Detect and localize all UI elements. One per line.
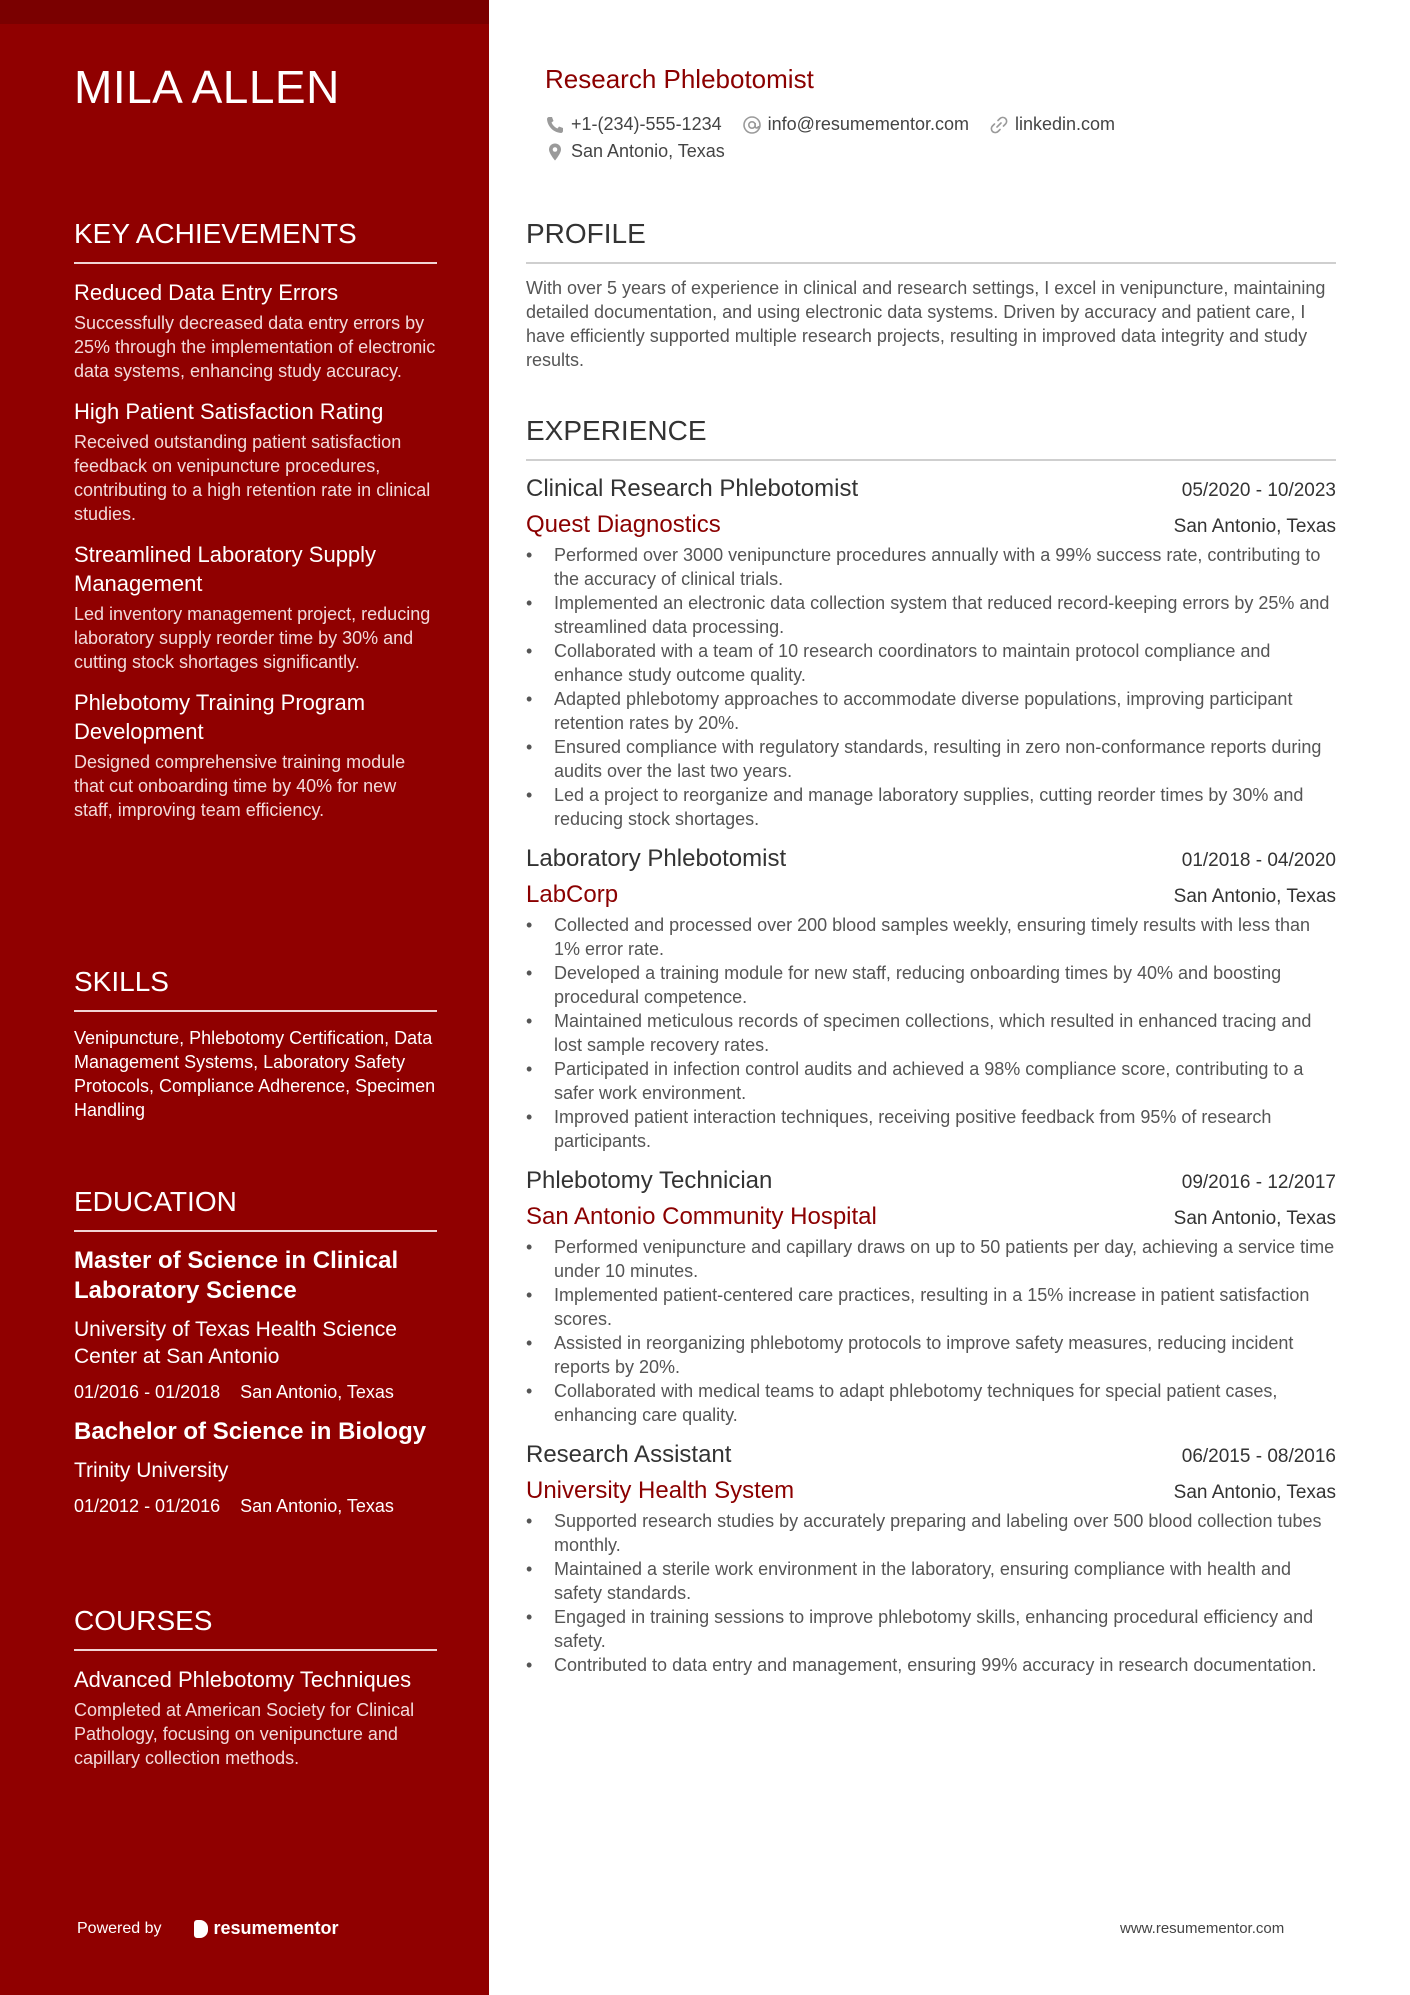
job-bullet: • Collected and processed over 200 blood samples weekly, ensuring timely results with less than 1% error rate. <box>554 913 1336 961</box>
skills-section <box>74 966 437 1122</box>
job-title: Research Phlebotomist <box>545 64 814 94</box>
job-subheader <box>526 881 1336 909</box>
job-bullets <box>526 1509 1336 1677</box>
course-desc: Completed at American Society for Clinical Pathology, focusing on venipuncture and capillary collection methods. <box>74 1700 415 1768</box>
job-role: Laboratory Phlebotomist <box>526 845 787 872</box>
job-location: San Antonio, Texas <box>1173 886 1336 907</box>
courses-section <box>74 1605 437 1770</box>
education-section <box>74 1186 437 1517</box>
experience-section <box>526 415 1336 1677</box>
education-meta <box>74 1382 437 1403</box>
contact-row <box>545 114 1135 135</box>
powered-by-label: Powered by <box>77 1919 162 1937</box>
education-location: San Antonio, Texas <box>240 1382 394 1402</box>
achievement-item <box>74 688 437 822</box>
course-title: Advanced Phlebotomy Techniques <box>74 1667 412 1692</box>
job-dates: 01/2018 - 04/2020 <box>1181 850 1336 871</box>
key-achievements-section <box>74 218 437 822</box>
at-icon <box>742 115 762 135</box>
profile-text: With over 5 years of experience in clinical and research settings, I excel in venipuncture, maintaining detailed documentation, and using electronic data systems. Driven by accuracy and patient care, I have efficiently supported multiple research projects, resulting in improved data integrity and study results. <box>526 278 1326 370</box>
job-bullet: • Developed a training module for new staff, reducing onboarding times by 40% and boosting procedural competence. <box>554 961 1336 1009</box>
key-achievements-heading: KEY ACHIEVEMENTS <box>74 218 437 264</box>
education-degree: Master of Science in Clinical Laboratory Science <box>74 1247 399 1304</box>
brand-name: resumementor <box>213 1918 339 1938</box>
job-bullet: • Supported research studies by accurately preparing and labeling over 500 blood collection tubes monthly. <box>554 1509 1336 1557</box>
job-subheader <box>526 1477 1336 1505</box>
job-bullet: • Performed venipuncture and capillary draws on up to 50 patients per day, achieving a service time under 10 minutes. <box>554 1235 1336 1283</box>
sidebar-top-band <box>0 0 489 24</box>
profile-heading: PROFILE <box>526 218 1336 264</box>
education-location: San Antonio, Texas <box>240 1496 394 1516</box>
education-item <box>74 1246 437 1403</box>
education-heading: EDUCATION <box>74 1186 437 1232</box>
job-bullet: • Maintained a sterile work environment in the laboratory, ensuring compliance with health and safety standards. <box>554 1557 1336 1605</box>
contact-row-location <box>545 141 745 162</box>
job-subheader <box>526 511 1336 539</box>
job-bullets <box>526 913 1336 1153</box>
education-school: Trinity University <box>74 1459 229 1482</box>
job-company: San Antonio Community Hospital <box>526 1203 877 1230</box>
phone-text: +1-(234)-555-1234 <box>571 114 722 134</box>
job-bullet: • Assisted in reorganizing phlebotomy protocols to improve safety measures, reducing incident reports by 20%. <box>554 1331 1336 1379</box>
link-icon <box>989 115 1009 135</box>
achievement-desc: Received outstanding patient satisfaction feedback on venipuncture procedures, contributing to a high retention rate in clinical studies. <box>74 432 431 524</box>
skills-heading: SKILLS <box>74 966 437 1012</box>
job-bullet: • Collaborated with medical teams to adapt phlebotomy techniques for special patient cases, enhancing care quality. <box>554 1379 1336 1427</box>
experience-item <box>526 1441 1336 1677</box>
powered-by <box>77 1918 339 1939</box>
email-text: info@resumementor.com <box>767 114 969 134</box>
job-bullet: • Contributed to data entry and management, ensuring 99% accuracy in research documentation. <box>554 1653 1336 1677</box>
job-dates: 05/2020 - 10/2023 <box>1181 480 1336 501</box>
job-company: Quest Diagnostics <box>526 511 721 538</box>
job-company: University Health System <box>526 1477 795 1504</box>
contact-linkedin[interactable] <box>989 114 1115 135</box>
achievement-desc: Successfully decreased data entry errors by 25% through the implementation of electronic data systems, enhancing study accuracy. <box>74 313 436 381</box>
achievement-item <box>74 397 437 526</box>
job-bullet: • Improved patient interaction techniques, receiving positive feedback from 95% of research participants. <box>554 1105 1336 1153</box>
job-dates: 06/2015 - 08/2016 <box>1181 1446 1336 1467</box>
candidate-name: MILA ALLEN <box>74 61 340 113</box>
job-role: Clinical Research Phlebotomist <box>526 475 859 502</box>
education-school: University of Texas Health Science Center at San Antonio <box>74 1318 397 1368</box>
job-header <box>526 475 1336 503</box>
education-dates: 01/2012 - 01/2016 <box>74 1496 221 1516</box>
footer-url[interactable]: www.resumementor.com <box>1120 1920 1285 1937</box>
achievement-item <box>74 278 437 383</box>
job-bullets <box>526 543 1336 831</box>
job-header <box>526 1167 1336 1195</box>
job-location: San Antonio, Texas <box>1173 1482 1336 1503</box>
location-text: San Antonio, Texas <box>571 141 725 161</box>
job-dates: 09/2016 - 12/2017 <box>1181 1172 1336 1193</box>
achievement-title: Reduced Data Entry Errors <box>74 280 339 305</box>
education-item <box>74 1417 437 1517</box>
contact-phone[interactable] <box>545 114 722 135</box>
contact-location <box>545 141 725 162</box>
job-role: Phlebotomy Technician <box>526 1167 773 1194</box>
linkedin-text: linkedin.com <box>1014 114 1116 134</box>
skills-list: Venipuncture, Phlebotomy Certification, Data Management Systems, Laboratory Safety Protocols, Compliance Adherence, Specimen Handling <box>74 1028 436 1120</box>
education-meta <box>74 1496 437 1517</box>
phone-icon <box>545 115 565 135</box>
achievement-desc: Designed comprehensive training module that cut onboarding time by 40% for new staff, improving team efficiency. <box>74 752 406 820</box>
achievement-title: High Patient Satisfaction Rating <box>74 399 384 424</box>
course-item <box>74 1665 437 1770</box>
job-bullet: • Implemented an electronic data collection system that reduced record-keeping errors by 25% and streamlined data processing. <box>554 591 1336 639</box>
job-header <box>526 845 1336 873</box>
job-location: San Antonio, Texas <box>1173 516 1336 537</box>
job-bullet: • Participated in infection control audits and achieved a 98% compliance score, contributing to a safer work environment. <box>554 1057 1336 1105</box>
job-bullets <box>526 1235 1336 1427</box>
job-subheader <box>526 1203 1336 1231</box>
experience-item <box>526 1167 1336 1427</box>
profile-section <box>526 218 1336 372</box>
brand-logo[interactable] <box>194 1918 339 1939</box>
experience-heading: EXPERIENCE <box>526 415 1336 461</box>
job-bullet: • Performed over 3000 venipuncture procedures annually with a 99% success rate, contributing to the accuracy of clinical trials. <box>554 543 1336 591</box>
job-header <box>526 1441 1336 1469</box>
job-location: San Antonio, Texas <box>1173 1208 1336 1229</box>
experience-item <box>526 475 1336 831</box>
achievement-item <box>74 540 437 674</box>
brand-mark-icon <box>194 1920 208 1938</box>
job-bullet: • Collaborated with a team of 10 research coordinators to maintain protocol compliance and enhance study outcome quality. <box>554 639 1336 687</box>
job-bullet: • Implemented patient-centered care practices, resulting in a 15% increase in patient satisfaction scores. <box>554 1283 1336 1331</box>
achievement-title: Phlebotomy Training Program Development <box>74 690 366 744</box>
job-bullet: • Led a project to reorganize and manage laboratory supplies, cutting reorder times by 30% and reducing stock shortages. <box>554 783 1336 831</box>
job-company: LabCorp <box>526 881 619 908</box>
job-bullet: • Engaged in training sessions to improve phlebotomy skills, enhancing procedural efficiency and safety. <box>554 1605 1336 1653</box>
contact-email[interactable] <box>742 114 969 135</box>
education-degree: Bachelor of Science in Biology <box>74 1418 427 1445</box>
job-bullet: • Adapted phlebotomy approaches to accommodate diverse populations, improving participant retention rates by 20%. <box>554 687 1336 735</box>
courses-heading: COURSES <box>74 1605 437 1651</box>
education-dates: 01/2016 - 01/2018 <box>74 1382 221 1402</box>
job-bullet: • Ensured compliance with regulatory standards, resulting in zero non-conformance reports during audits over the last two years. <box>554 735 1336 783</box>
job-role: Research Assistant <box>526 1441 732 1468</box>
job-bullet: • Maintained meticulous records of specimen collections, which resulted in enhanced tracing and lost sample recovery rates. <box>554 1009 1336 1057</box>
location-pin-icon <box>545 142 565 162</box>
achievement-title: Streamlined Laboratory Supply Management <box>74 542 377 596</box>
achievement-desc: Led inventory management project, reducing laboratory supply reorder time by 30% and cutting stock shortages significantly. <box>74 604 431 672</box>
experience-item <box>526 845 1336 1153</box>
